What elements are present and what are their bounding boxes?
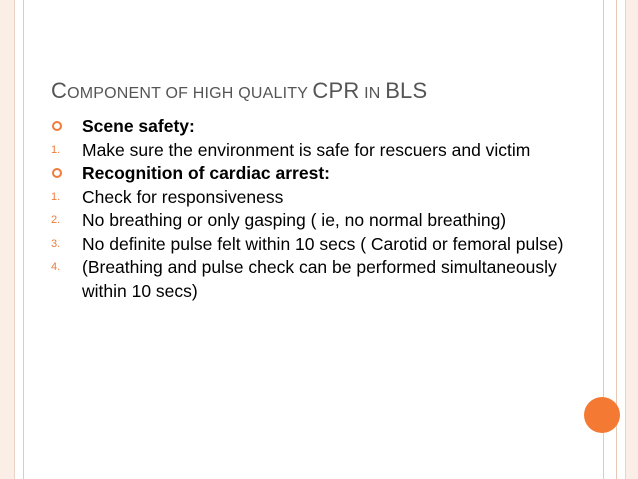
- list-item-text: (Breathing and pulse check can be performed simultaneously within 10 secs): [82, 257, 557, 301]
- content-list: [51, 115, 571, 303]
- slide-frame: [14, 0, 626, 479]
- list-number: 3.: [51, 237, 61, 250]
- list-item: [51, 186, 571, 210]
- list-number: 2.: [51, 214, 61, 226]
- slide-title: [51, 78, 427, 104]
- list-item: [51, 256, 571, 303]
- list-item: [51, 115, 571, 139]
- list-item: [51, 139, 571, 163]
- list-item-text: Make sure the environment is safe for rescuers and victim: [82, 139, 531, 160]
- title-in: IN: [359, 85, 386, 102]
- list-item-text: Recognition of cardiac arrest:: [82, 163, 330, 183]
- list-number: 1.: [51, 143, 61, 156]
- list-number: 4.: [51, 261, 61, 273]
- list-number: 1.: [51, 190, 61, 203]
- list-item: [51, 233, 571, 257]
- bullet-icon: [51, 116, 77, 140]
- decorative-circle: [584, 397, 620, 433]
- list-item-text: Check for responsiveness: [82, 186, 284, 207]
- bullet-icon: [51, 163, 77, 187]
- title-bls: BLS: [385, 78, 428, 103]
- title-smallcaps: OMPONENT OF HIGH QUALITY: [67, 85, 313, 102]
- list-item-text: No definite pulse felt within 10 secs ( Carotid or femoral pulse): [82, 233, 564, 254]
- list-item: [51, 209, 571, 233]
- title-initial: C: [51, 78, 68, 103]
- frame-line: [23, 0, 24, 479]
- list-item-text: No breathing or only gasping ( ie, no normal breathing): [82, 210, 507, 230]
- title-cpr: CPR: [312, 78, 360, 103]
- list-item-text: Scene safety:: [82, 116, 195, 136]
- list-item: [51, 162, 571, 186]
